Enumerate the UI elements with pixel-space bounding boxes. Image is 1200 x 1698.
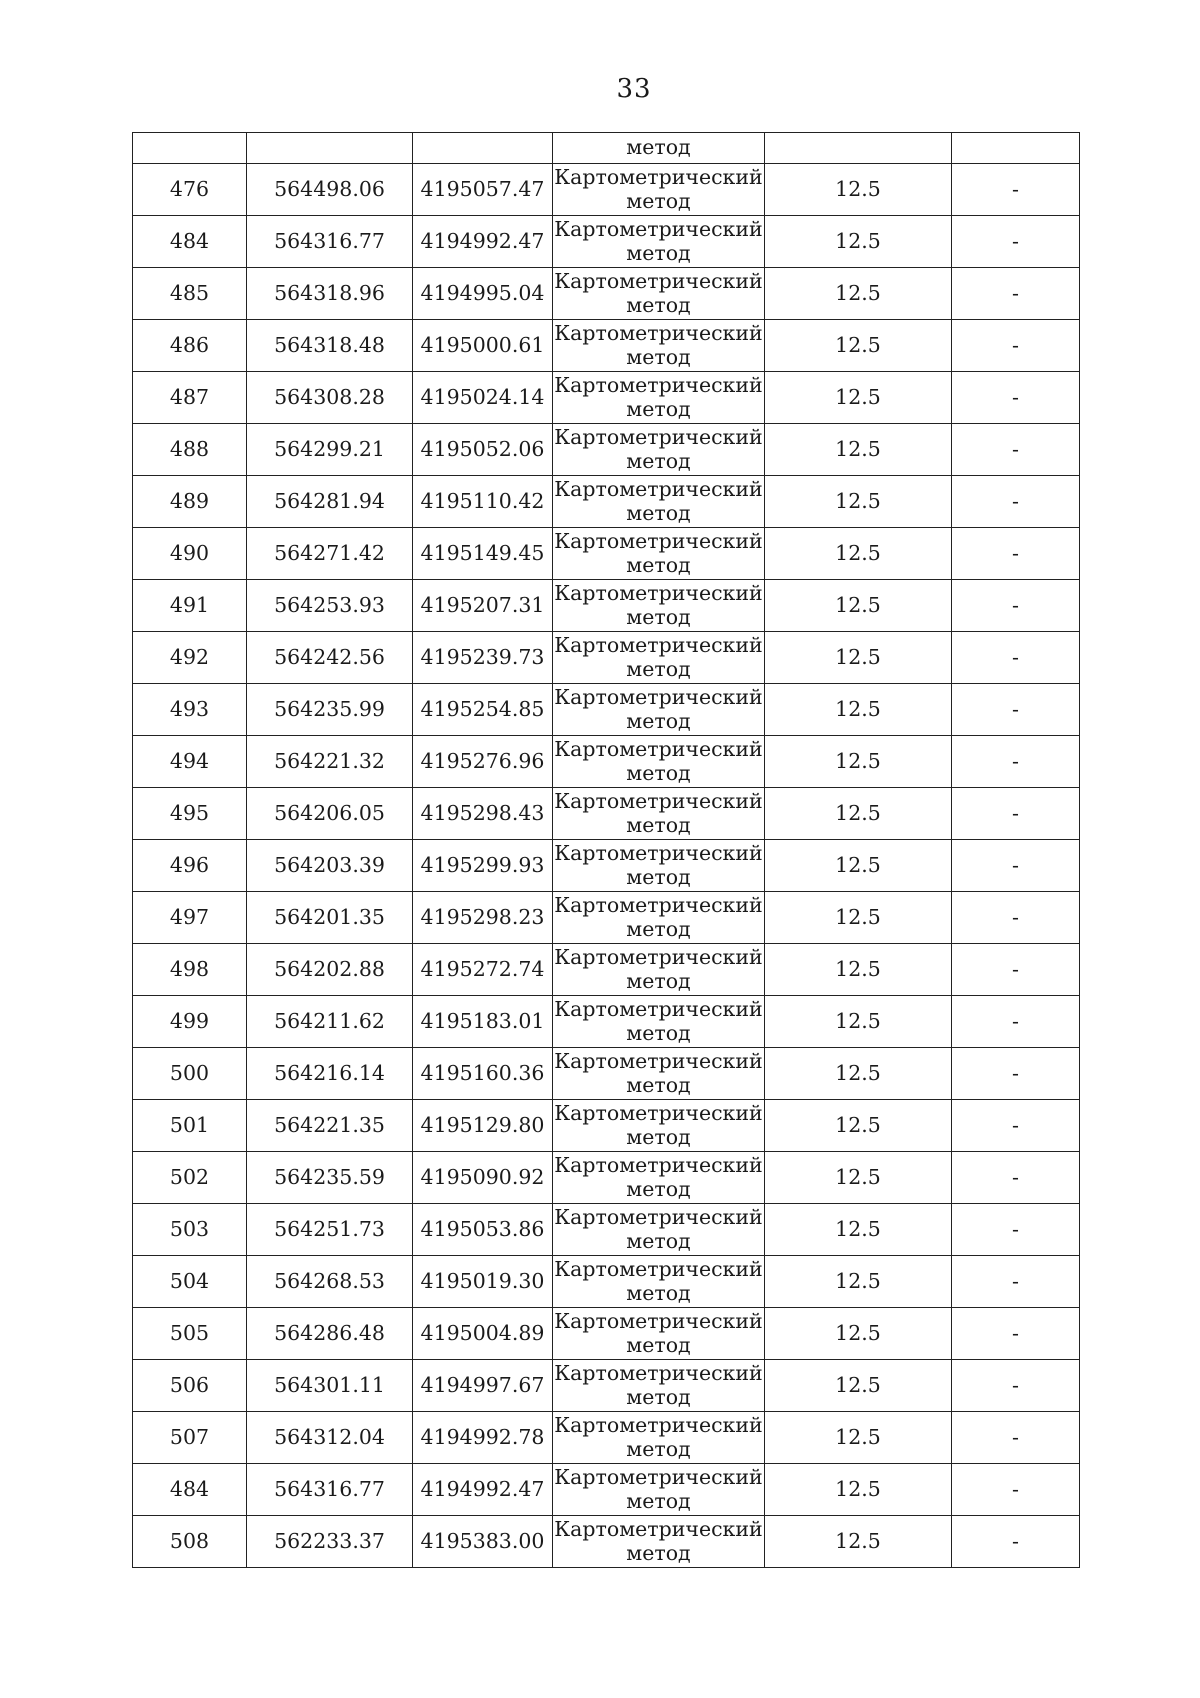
cell-number: 494 bbox=[133, 736, 247, 788]
cell-x: 564235.59 bbox=[247, 1152, 413, 1204]
cell-method bbox=[553, 892, 765, 944]
cell-y: 4195239.73 bbox=[413, 632, 553, 684]
table-row bbox=[133, 320, 1080, 372]
cell-note: - bbox=[952, 1048, 1080, 1100]
method-line: Картометрический bbox=[554, 892, 763, 917]
cell-x: 564318.48 bbox=[247, 320, 413, 372]
cell-accuracy: 12.5 bbox=[765, 1152, 952, 1204]
method-line: метод bbox=[626, 604, 691, 629]
cell-method bbox=[553, 528, 765, 580]
cell-method bbox=[553, 1204, 765, 1256]
cell-x: 564301.11 bbox=[247, 1360, 413, 1412]
table-row bbox=[133, 684, 1080, 736]
cell-x: 564286.48 bbox=[247, 1308, 413, 1360]
cell-method bbox=[553, 996, 765, 1048]
method-line: Картометрический bbox=[554, 632, 763, 657]
cell-y: 4195129.80 bbox=[413, 1100, 553, 1152]
cell-number: 485 bbox=[133, 268, 247, 320]
coordinates-table bbox=[132, 132, 1080, 1568]
method-line: Картометрический bbox=[554, 268, 763, 293]
cell-number: 507 bbox=[133, 1412, 247, 1464]
cell-x: 564221.35 bbox=[247, 1100, 413, 1152]
cell-accuracy: 12.5 bbox=[765, 164, 952, 216]
cell-accuracy: 12.5 bbox=[765, 1412, 952, 1464]
cell-note: - bbox=[952, 1308, 1080, 1360]
cell-method bbox=[553, 1360, 765, 1412]
cell-x: 564202.88 bbox=[247, 944, 413, 996]
cell-x: 564221.32 bbox=[247, 736, 413, 788]
cell-accuracy: 12.5 bbox=[765, 1308, 952, 1360]
method-line: Картометрический bbox=[554, 424, 763, 449]
cell-number: 500 bbox=[133, 1048, 247, 1100]
cell-y: 4195053.86 bbox=[413, 1204, 553, 1256]
method-line: метод bbox=[626, 500, 691, 525]
method-line: Картометрический bbox=[554, 164, 763, 189]
cell-x: 564318.96 bbox=[247, 268, 413, 320]
cell-number: 495 bbox=[133, 788, 247, 840]
cell-method bbox=[553, 372, 765, 424]
cell-y: 4194992.47 bbox=[413, 1464, 553, 1516]
cell-note: - bbox=[952, 1360, 1080, 1412]
cell-accuracy: 12.5 bbox=[765, 840, 952, 892]
cell-accuracy: 12.5 bbox=[765, 1204, 952, 1256]
method-line: метод bbox=[626, 240, 691, 265]
cell-method bbox=[553, 944, 765, 996]
cell-note: - bbox=[952, 164, 1080, 216]
cell-x: 564201.35 bbox=[247, 892, 413, 944]
cell-x: 564268.53 bbox=[247, 1256, 413, 1308]
method-line: метод bbox=[626, 968, 691, 993]
cell-y: 4195149.45 bbox=[413, 528, 553, 580]
table-row bbox=[133, 1412, 1080, 1464]
cell-y: 4195298.23 bbox=[413, 892, 553, 944]
cell-number: 484 bbox=[133, 216, 247, 268]
cell-note: - bbox=[952, 424, 1080, 476]
cell-note: - bbox=[952, 736, 1080, 788]
table-row bbox=[133, 944, 1080, 996]
cell-method bbox=[553, 580, 765, 632]
cell-note: - bbox=[952, 684, 1080, 736]
cell-accuracy: 12.5 bbox=[765, 424, 952, 476]
cell-accuracy: 12.5 bbox=[765, 788, 952, 840]
cell-method bbox=[553, 736, 765, 788]
table-row bbox=[133, 476, 1080, 528]
cell-method bbox=[553, 268, 765, 320]
cell-number bbox=[133, 133, 247, 164]
method-line: метод bbox=[626, 344, 691, 369]
cell-note: - bbox=[952, 788, 1080, 840]
cell-note: - bbox=[952, 1256, 1080, 1308]
method-line: Картометрический bbox=[554, 1516, 763, 1541]
method-line: Картометрический bbox=[554, 1308, 763, 1333]
cell-number: 503 bbox=[133, 1204, 247, 1256]
cell-method bbox=[553, 164, 765, 216]
cell-y: 4194997.67 bbox=[413, 1360, 553, 1412]
cell-y: 4195272.74 bbox=[413, 944, 553, 996]
method-line: Картометрический bbox=[554, 1256, 763, 1281]
cell-method bbox=[553, 320, 765, 372]
cell-accuracy: 12.5 bbox=[765, 372, 952, 424]
cell-number: 499 bbox=[133, 996, 247, 1048]
cell-x: 562233.37 bbox=[247, 1516, 413, 1568]
cell-y: 4195110.42 bbox=[413, 476, 553, 528]
cell-number: 497 bbox=[133, 892, 247, 944]
cell-method bbox=[553, 1256, 765, 1308]
cell-accuracy: 12.5 bbox=[765, 632, 952, 684]
table-row bbox=[133, 1204, 1080, 1256]
cell-note: - bbox=[952, 1152, 1080, 1204]
cell-y: 4195276.96 bbox=[413, 736, 553, 788]
cell-y: 4195160.36 bbox=[413, 1048, 553, 1100]
cell-method bbox=[553, 788, 765, 840]
table-row bbox=[133, 580, 1080, 632]
method-line: Картометрический bbox=[554, 372, 763, 397]
cell-method bbox=[553, 1048, 765, 1100]
method-line: Картометрический bbox=[554, 476, 763, 501]
method-line: Картометрический bbox=[554, 840, 763, 865]
cell-number: 505 bbox=[133, 1308, 247, 1360]
cell-number: 502 bbox=[133, 1152, 247, 1204]
cell-method bbox=[553, 216, 765, 268]
cell-x: 564316.77 bbox=[247, 1464, 413, 1516]
cell-note: - bbox=[952, 528, 1080, 580]
cell-note: - bbox=[952, 580, 1080, 632]
cell-accuracy: 12.5 bbox=[765, 1256, 952, 1308]
method-line: метод bbox=[626, 1280, 691, 1305]
cell-number: 486 bbox=[133, 320, 247, 372]
cell-y: 4195254.85 bbox=[413, 684, 553, 736]
cell-number: 506 bbox=[133, 1360, 247, 1412]
cell-note: - bbox=[952, 996, 1080, 1048]
method-line: метод bbox=[626, 1228, 691, 1253]
table-row bbox=[133, 1152, 1080, 1204]
cell-accuracy: 12.5 bbox=[765, 1516, 952, 1568]
cell-y: 4195090.92 bbox=[413, 1152, 553, 1204]
cell-y: 4195019.30 bbox=[413, 1256, 553, 1308]
method-line: метод bbox=[626, 188, 691, 213]
method-line: Картометрический bbox=[554, 1100, 763, 1125]
cell-y: 4195024.14 bbox=[413, 372, 553, 424]
cell-accuracy: 12.5 bbox=[765, 684, 952, 736]
cell-x: 564235.99 bbox=[247, 684, 413, 736]
method-line: Картометрический bbox=[554, 216, 763, 241]
cell-note bbox=[952, 133, 1080, 164]
cell-note: - bbox=[952, 1412, 1080, 1464]
cell-y: 4195207.31 bbox=[413, 580, 553, 632]
cell-note: - bbox=[952, 1204, 1080, 1256]
cell-method bbox=[553, 424, 765, 476]
method-line: метод bbox=[626, 1540, 691, 1565]
table-row bbox=[133, 268, 1080, 320]
cell-accuracy: 12.5 bbox=[765, 320, 952, 372]
table-row bbox=[133, 164, 1080, 216]
cell-x: 564308.28 bbox=[247, 372, 413, 424]
cell-note: - bbox=[952, 892, 1080, 944]
cell-note: - bbox=[952, 216, 1080, 268]
cell-x: 564271.42 bbox=[247, 528, 413, 580]
cell-number: 489 bbox=[133, 476, 247, 528]
table-body bbox=[133, 133, 1080, 1568]
table-row bbox=[133, 892, 1080, 944]
table-row bbox=[133, 372, 1080, 424]
cell-accuracy: 12.5 bbox=[765, 944, 952, 996]
method-line: Картометрический bbox=[554, 1048, 763, 1073]
cell-x: 564312.04 bbox=[247, 1412, 413, 1464]
method-line: Картометрический bbox=[554, 944, 763, 969]
method-line: Картометрический bbox=[554, 788, 763, 813]
cell-note: - bbox=[952, 944, 1080, 996]
table-row bbox=[133, 736, 1080, 788]
method-line: метод bbox=[626, 812, 691, 837]
cell-method bbox=[553, 632, 765, 684]
cell-accuracy: 12.5 bbox=[765, 892, 952, 944]
method-line: метод bbox=[626, 760, 691, 785]
cell-y: 4195299.93 bbox=[413, 840, 553, 892]
cell-x: 564281.94 bbox=[247, 476, 413, 528]
cell-number: 491 bbox=[133, 580, 247, 632]
cell-accuracy: 12.5 bbox=[765, 580, 952, 632]
cell-y: 4195298.43 bbox=[413, 788, 553, 840]
cell-note: - bbox=[952, 1100, 1080, 1152]
cell-x: 564242.56 bbox=[247, 632, 413, 684]
cell-method bbox=[553, 840, 765, 892]
cell-method: метод bbox=[553, 133, 765, 164]
cell-y: 4195183.01 bbox=[413, 996, 553, 1048]
cell-note: - bbox=[952, 476, 1080, 528]
method-line: Картометрический bbox=[554, 684, 763, 709]
cell-y: 4195383.00 bbox=[413, 1516, 553, 1568]
table-row bbox=[133, 1516, 1080, 1568]
table-row bbox=[133, 1100, 1080, 1152]
cell-number: 508 bbox=[133, 1516, 247, 1568]
table-row bbox=[133, 1464, 1080, 1516]
method-line: метод bbox=[626, 1488, 691, 1513]
cell-method bbox=[553, 1100, 765, 1152]
method-line: метод bbox=[626, 1384, 691, 1409]
page-number: 33 bbox=[616, 74, 652, 104]
method-line: метод bbox=[626, 1124, 691, 1149]
table-row bbox=[133, 1308, 1080, 1360]
cell-y bbox=[413, 133, 553, 164]
cell-accuracy: 12.5 bbox=[765, 528, 952, 580]
cell-y: 4195004.89 bbox=[413, 1308, 553, 1360]
cell-y: 4194992.78 bbox=[413, 1412, 553, 1464]
cell-number: 498 bbox=[133, 944, 247, 996]
table-row bbox=[133, 632, 1080, 684]
cell-note: - bbox=[952, 268, 1080, 320]
cell-x: 564251.73 bbox=[247, 1204, 413, 1256]
cell-x: 564299.21 bbox=[247, 424, 413, 476]
cell-y: 4194992.47 bbox=[413, 216, 553, 268]
method-line: Картометрический bbox=[554, 580, 763, 605]
table-row bbox=[133, 1048, 1080, 1100]
cell-method bbox=[553, 1516, 765, 1568]
cell-number: 490 bbox=[133, 528, 247, 580]
method-line: метод bbox=[626, 916, 691, 941]
method-line: Картометрический bbox=[554, 1204, 763, 1229]
cell-y: 4195052.06 bbox=[413, 424, 553, 476]
cell-accuracy: 12.5 bbox=[765, 1464, 952, 1516]
method-line: Картометрический bbox=[554, 1412, 763, 1437]
cell-accuracy: 12.5 bbox=[765, 476, 952, 528]
table-row bbox=[133, 528, 1080, 580]
cell-x: 564203.39 bbox=[247, 840, 413, 892]
cell-y: 4194995.04 bbox=[413, 268, 553, 320]
method-line: метод bbox=[626, 708, 691, 733]
cell-number: 487 bbox=[133, 372, 247, 424]
cell-number: 501 bbox=[133, 1100, 247, 1152]
cell-number: 504 bbox=[133, 1256, 247, 1308]
method-line: Картометрический bbox=[554, 1360, 763, 1385]
cell-note: - bbox=[952, 320, 1080, 372]
method-line: метод bbox=[626, 396, 691, 421]
method-line: метод bbox=[626, 656, 691, 681]
cell-method bbox=[553, 1412, 765, 1464]
table-row bbox=[133, 216, 1080, 268]
table-row bbox=[133, 424, 1080, 476]
cell-accuracy: 12.5 bbox=[765, 1360, 952, 1412]
cell-number: 488 bbox=[133, 424, 247, 476]
cell-accuracy: 12.5 bbox=[765, 996, 952, 1048]
method-line: метод bbox=[626, 448, 691, 473]
method-line: Картометрический bbox=[554, 996, 763, 1021]
cell-method bbox=[553, 1464, 765, 1516]
cell-x: 564206.05 bbox=[247, 788, 413, 840]
cell-method bbox=[553, 684, 765, 736]
method-line: метод bbox=[626, 1436, 691, 1461]
cell-note: - bbox=[952, 372, 1080, 424]
cell-method bbox=[553, 1308, 765, 1360]
cell-x: 564316.77 bbox=[247, 216, 413, 268]
method-line: Картометрический bbox=[554, 320, 763, 345]
cell-number: 476 bbox=[133, 164, 247, 216]
cell-accuracy: 12.5 bbox=[765, 736, 952, 788]
method-line: метод bbox=[626, 552, 691, 577]
table-row-continuation bbox=[133, 133, 1080, 164]
cell-accuracy bbox=[765, 133, 952, 164]
method-line: Картометрический bbox=[554, 736, 763, 761]
table-row bbox=[133, 996, 1080, 1048]
method-line: метод bbox=[626, 1020, 691, 1045]
method-line: Картометрический bbox=[554, 528, 763, 553]
method-line: метод bbox=[626, 1072, 691, 1097]
table-row bbox=[133, 788, 1080, 840]
cell-note: - bbox=[952, 840, 1080, 892]
cell-x: 564253.93 bbox=[247, 580, 413, 632]
cell-y: 4195000.61 bbox=[413, 320, 553, 372]
table-row bbox=[133, 1256, 1080, 1308]
cell-accuracy: 12.5 bbox=[765, 216, 952, 268]
method-line: Картометрический bbox=[554, 1464, 763, 1489]
method-line: метод bbox=[626, 1176, 691, 1201]
cell-number: 493 bbox=[133, 684, 247, 736]
cell-accuracy: 12.5 bbox=[765, 1100, 952, 1152]
cell-x: 564498.06 bbox=[247, 164, 413, 216]
cell-note: - bbox=[952, 1516, 1080, 1568]
cell-number: 484 bbox=[133, 1464, 247, 1516]
cell-x: 564216.14 bbox=[247, 1048, 413, 1100]
method-line: метод bbox=[626, 864, 691, 889]
method-line: метод bbox=[626, 292, 691, 317]
cell-accuracy: 12.5 bbox=[765, 268, 952, 320]
cell-number: 496 bbox=[133, 840, 247, 892]
cell-note: - bbox=[952, 1464, 1080, 1516]
method-line: Картометрический bbox=[554, 1152, 763, 1177]
cell-x: 564211.62 bbox=[247, 996, 413, 1048]
cell-note: - bbox=[952, 632, 1080, 684]
table-row bbox=[133, 840, 1080, 892]
method-line: метод bbox=[626, 1332, 691, 1357]
cell-y: 4195057.47 bbox=[413, 164, 553, 216]
cell-accuracy: 12.5 bbox=[765, 1048, 952, 1100]
table-row bbox=[133, 1360, 1080, 1412]
cell-method bbox=[553, 1152, 765, 1204]
cell-number: 492 bbox=[133, 632, 247, 684]
cell-x bbox=[247, 133, 413, 164]
cell-method bbox=[553, 476, 765, 528]
